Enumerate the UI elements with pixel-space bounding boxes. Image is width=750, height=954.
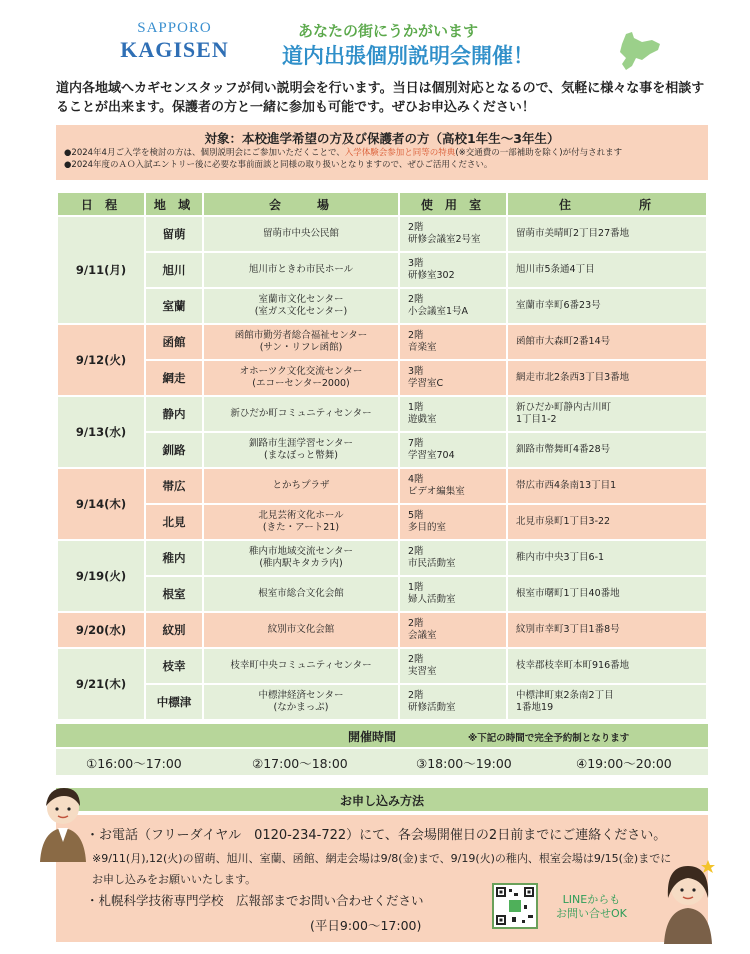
area-cell: 旭川 — [145, 252, 203, 288]
room-cell-line: 1階 — [408, 402, 424, 413]
address-cell — [507, 396, 707, 432]
address-cell-line: 留萌市美晴町2丁目27番地 — [516, 228, 630, 239]
table-row — [57, 252, 707, 288]
venue-cell-line: 新ひだか町コミュニティセンター — [230, 408, 372, 419]
venue-cell-line: (きた・アート21) — [262, 522, 340, 533]
area-cell: 稚内 — [145, 540, 203, 576]
times-header — [56, 724, 708, 747]
venue-cell — [203, 576, 399, 612]
address-cell-line: 函館市大森町2番14号 — [516, 336, 611, 347]
target-note-1 — [56, 147, 708, 159]
address-cell-line: 新ひだか町静内古川町 — [516, 402, 612, 413]
address-cell-line: 枝幸郡枝幸町本町916番地 — [516, 660, 630, 671]
line-qr-code[interactable] — [492, 883, 538, 929]
hokkaido-map-icon — [612, 30, 664, 74]
line-contact-line2: お問い合せOK — [556, 907, 627, 920]
address-cell — [507, 324, 707, 360]
address-cell-line: 室蘭市幸町6番23号 — [516, 300, 601, 311]
room-cell-line: 研修室302 — [408, 270, 455, 281]
address-cell — [507, 540, 707, 576]
room-cell — [399, 468, 507, 504]
room-cell — [399, 576, 507, 612]
address-cell-line: 北見市泉町1丁目3-22 — [516, 516, 611, 527]
address-cell — [507, 216, 707, 252]
venue-cell-line: オホーツク文化交流センター — [239, 366, 363, 377]
table-row — [57, 396, 707, 432]
header-date: 日 程 — [57, 192, 145, 216]
venue-cell-line: 函館市勤労者総合福祉センター — [234, 330, 368, 341]
room-cell — [399, 504, 507, 540]
target-box — [56, 125, 708, 180]
table-row — [57, 540, 707, 576]
date-cell: 9/11(月) — [57, 216, 145, 324]
room-cell-line: 婦人活動室 — [408, 594, 456, 605]
address-cell-line: 網走市北2条西3丁目3番地 — [516, 372, 630, 383]
header-room: 使 用 室 — [399, 192, 507, 216]
venue-cell-line: 北見芸術文化ホール — [258, 510, 344, 521]
subtitle: あなたの街にうかがいます — [298, 22, 479, 40]
date-cell: 9/20(水) — [57, 612, 145, 648]
venue-cell-line: (稚内駅キタカラ内) — [259, 558, 343, 569]
venue-cell — [203, 396, 399, 432]
room-cell-line: 会議室 — [408, 630, 437, 641]
header-venue: 会 場 — [203, 192, 399, 216]
apply-header: お申し込み方法 — [56, 788, 708, 811]
room-cell — [399, 360, 507, 396]
table-row — [57, 648, 707, 684]
apply-contact-text: ・札幌科学技術専門学校 広報部までお問い合わせください — [86, 893, 424, 908]
table-row — [57, 216, 707, 252]
date-cell: 9/21(木) — [57, 648, 145, 720]
venue-cell-line: (なかまっぷ) — [273, 702, 329, 713]
address-cell — [507, 432, 707, 468]
room-cell — [399, 540, 507, 576]
venue-cell-line: 中標津経済センター — [258, 690, 344, 701]
table-row — [57, 504, 707, 540]
room-cell — [399, 648, 507, 684]
room-cell — [399, 324, 507, 360]
room-cell-line: 2階 — [408, 222, 424, 233]
time-slot-3: ③18:00～19:00 — [416, 756, 512, 771]
address-cell — [507, 684, 707, 720]
venue-cell-line: 留萌市中央公民館 — [262, 228, 339, 239]
address-cell-line: 釧路市幣舞町4番28号 — [516, 444, 611, 455]
venue-cell-line: 枝幸町中央コミュニティセンター — [230, 660, 372, 671]
address-cell — [507, 612, 707, 648]
room-cell — [399, 252, 507, 288]
venue-cell — [203, 252, 399, 288]
address-cell — [507, 252, 707, 288]
table-row — [57, 576, 707, 612]
table-row — [57, 432, 707, 468]
table-row — [57, 684, 707, 720]
room-cell-line: 3階 — [408, 366, 424, 377]
header-area: 地 域 — [145, 192, 203, 216]
room-cell-line: 7階 — [408, 438, 424, 449]
room-cell-line: 研修活動室 — [408, 702, 456, 713]
logo-main-text: KAGISEN — [120, 37, 229, 62]
table-row — [57, 468, 707, 504]
room-cell-line: 2階 — [408, 654, 424, 665]
address-cell — [507, 576, 707, 612]
address-cell-line: 稚内市中央3丁目6-1 — [516, 552, 605, 563]
area-cell: 中標津 — [145, 684, 203, 720]
room-cell-line: 2階 — [408, 330, 424, 341]
room-cell — [399, 432, 507, 468]
room-cell-line: 2階 — [408, 294, 424, 305]
address-cell — [507, 648, 707, 684]
venue-cell — [203, 288, 399, 324]
area-cell: 根室 — [145, 576, 203, 612]
room-cell-line: 小会議室1号A — [408, 306, 469, 317]
address-cell — [507, 504, 707, 540]
girl-character-illustration — [656, 858, 720, 944]
venue-cell — [203, 504, 399, 540]
room-cell-line: 4階 — [408, 474, 424, 485]
venue-cell-line: (室ガス文化センター) — [254, 306, 348, 317]
room-cell-line: 2階 — [408, 546, 424, 557]
room-cell — [399, 288, 507, 324]
area-cell: 枝幸 — [145, 648, 203, 684]
page-title: 道内出張個別説明会開催！ — [282, 44, 534, 68]
line-contact-line1: LINEからも — [562, 893, 621, 906]
room-cell-line: 市民活動室 — [408, 558, 456, 569]
venue-cell-line: 紋別市文化会館 — [267, 624, 335, 635]
line-contact-text — [556, 893, 627, 921]
target-note-1a: ●2024年4月ご入学を検討の方は、個別説明会にご参加いただくことで、 — [64, 148, 345, 158]
room-cell-line: 音楽室 — [408, 342, 437, 353]
times-row — [56, 749, 708, 775]
address-cell-line: 旭川市5条通4丁目 — [516, 264, 595, 275]
address-cell — [507, 468, 707, 504]
time-slot-2: ②17:00～18:00 — [252, 756, 348, 771]
apply-hours-text: (平日9:00～17:00) — [310, 918, 422, 933]
room-cell-line: ビデオ編集室 — [408, 486, 465, 497]
target-note-highlight: 入学体験会参加と同等の特典 — [344, 148, 456, 158]
address-cell-line: 中標津町東2条南2丁目 — [516, 690, 614, 701]
venue-cell-line: (まなぼっと幣舞) — [264, 450, 338, 461]
room-cell-line: 実習室 — [408, 666, 437, 677]
venue-cell — [203, 216, 399, 252]
time-slot-4: ④19:00～20:00 — [576, 756, 672, 771]
apply-deadline-note: ※9/11(月),12(火)の留萌、旭川、室蘭、函館、網走会場は9/8(金)まで、9/19(火)の稚内、根室会場は9/15(金)までにお申し込みをお願いいたします。 — [92, 852, 672, 886]
table-header-row — [57, 192, 707, 216]
times-note: ※下記の時間で完全予約制となります — [468, 733, 630, 744]
area-cell: 網走 — [145, 360, 203, 396]
schedule-table — [56, 191, 708, 721]
venue-cell-line: 旭川市ときわ市民ホール — [248, 264, 354, 275]
area-cell: 釧路 — [145, 432, 203, 468]
venue-cell — [203, 540, 399, 576]
area-cell: 北見 — [145, 504, 203, 540]
room-cell — [399, 216, 507, 252]
header-address: 住 所 — [507, 192, 707, 216]
address-cell — [507, 360, 707, 396]
area-cell: 帯広 — [145, 468, 203, 504]
boy-character-illustration — [34, 782, 92, 862]
venue-cell-line: 室蘭市文化センター — [258, 294, 344, 305]
target-note-1c: (※交通費の一部補助を除く)が付与されます — [455, 148, 623, 158]
room-cell-line: 遊戯室 — [408, 414, 437, 425]
venue-cell — [203, 324, 399, 360]
room-cell-line: 2階 — [408, 618, 424, 629]
address-cell-line: 帯広市西4条南13丁目1 — [516, 480, 617, 491]
address-cell — [507, 288, 707, 324]
area-cell: 静内 — [145, 396, 203, 432]
room-cell-line: 学習室704 — [408, 450, 455, 461]
venue-cell-line: (エコーセンター2000) — [252, 378, 350, 389]
venue-cell-line: (サン・リフレ函館) — [259, 342, 343, 353]
time-slot-1: ①16:00～17:00 — [86, 756, 182, 771]
target-title: 対象：本校進学希望の方及び保護者の方（高校1年生～3年生） — [204, 131, 560, 146]
venue-cell-line: 稚内市地域交流センター — [248, 546, 354, 557]
room-cell — [399, 684, 507, 720]
date-cell: 9/14(木) — [57, 468, 145, 540]
venue-cell — [203, 612, 399, 648]
date-cell: 9/13(水) — [57, 396, 145, 468]
room-cell-line: 2階 — [408, 690, 424, 701]
area-cell: 留萌 — [145, 216, 203, 252]
venue-cell — [203, 648, 399, 684]
venue-cell-line: 釧路市生涯学習センター — [248, 438, 354, 449]
address-cell-line: 1丁目1-2 — [516, 414, 557, 425]
date-cell: 9/12(火) — [57, 324, 145, 396]
address-cell-line: 根室市曙町1丁目40番地 — [516, 588, 620, 599]
venue-cell — [203, 360, 399, 396]
venue-cell-line: 根室市総合文化会館 — [258, 588, 344, 599]
target-note-2: ●2024年度のＡＯ入試エントリー後に必要な事前面談と同様の取り扱いとなりますので、ぜひご活用ください。 — [64, 160, 493, 170]
room-cell-line: 5階 — [408, 510, 424, 521]
room-cell — [399, 396, 507, 432]
table-row — [57, 612, 707, 648]
date-cell: 9/19(火) — [57, 540, 145, 612]
apply-box — [56, 815, 708, 942]
area-cell: 函館 — [145, 324, 203, 360]
room-cell-line: 1階 — [408, 582, 424, 593]
area-cell: 紋別 — [145, 612, 203, 648]
times-title: 開催時間 — [348, 730, 397, 744]
venue-cell-line: とかちプラザ — [272, 480, 330, 491]
venue-cell — [203, 468, 399, 504]
room-cell — [399, 612, 507, 648]
venue-cell — [203, 432, 399, 468]
room-cell-line: 研修会議室2号室 — [408, 234, 481, 245]
intro-text: 道内各地域へカギセンスタッフが伺い説明会を行います。当日は個別対応となるので、気軽に様々な事を相談することが出来ます。保護者の方と一緒に参加も可能です。ぜひお申込みください！ — [56, 81, 705, 115]
address-cell-line: 1番地19 — [516, 702, 554, 713]
room-cell-line: 多目的室 — [408, 522, 447, 533]
address-cell-line: 紋別市幸町3丁目1番8号 — [516, 624, 620, 635]
venue-cell — [203, 684, 399, 720]
school-logo — [112, 20, 237, 72]
logo-top-text: SAPPORO — [137, 20, 212, 36]
table-row — [57, 360, 707, 396]
table-row — [57, 324, 707, 360]
room-cell-line: 学習室C — [408, 378, 444, 389]
room-cell-line: 3階 — [408, 258, 424, 269]
schedule-body — [57, 216, 707, 720]
area-cell: 室蘭 — [145, 288, 203, 324]
table-row — [57, 288, 707, 324]
apply-phone-text: ・お電話（フリーダイヤル 0120-234-722）にて、各会場開催日の2日前までにご連絡ください。 — [86, 828, 667, 843]
header — [0, 0, 750, 72]
